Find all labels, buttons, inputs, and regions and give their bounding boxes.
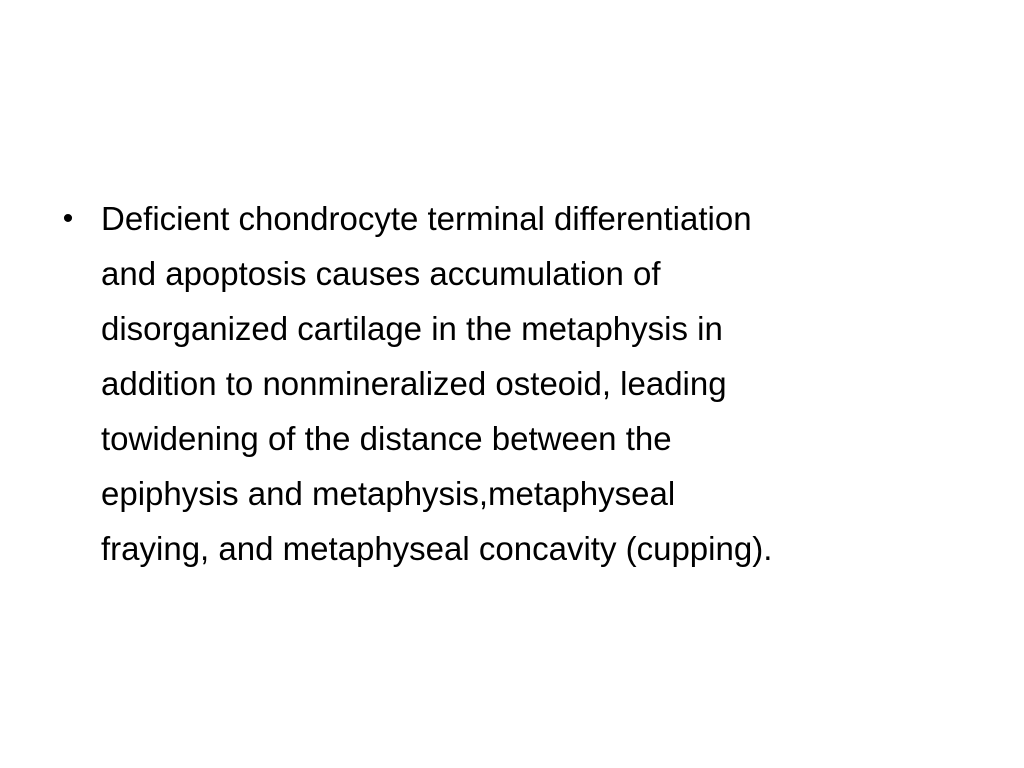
bullet-text-line: epiphysis and metaphysis,metaphyseal bbox=[101, 475, 676, 512]
bullet-text-line: and apoptosis causes accumulation of bbox=[101, 255, 661, 292]
bullet-text-line: disorganized cartilage in the metaphysis in bbox=[101, 310, 723, 347]
bullet-list bbox=[58, 191, 978, 576]
bullet-text-line: addition to nonmineralized osteoid, leading bbox=[101, 365, 727, 402]
bullet-dot-icon: • bbox=[62, 202, 74, 235]
bullet-item bbox=[58, 191, 978, 576]
bullet-text-line: fraying, and metaphyseal concavity (cupping). bbox=[101, 530, 773, 567]
bullet-text-line: Deficient chondrocyte terminal differentiation bbox=[101, 200, 752, 237]
bullet-text-line: towidening of the distance between the bbox=[101, 420, 672, 457]
